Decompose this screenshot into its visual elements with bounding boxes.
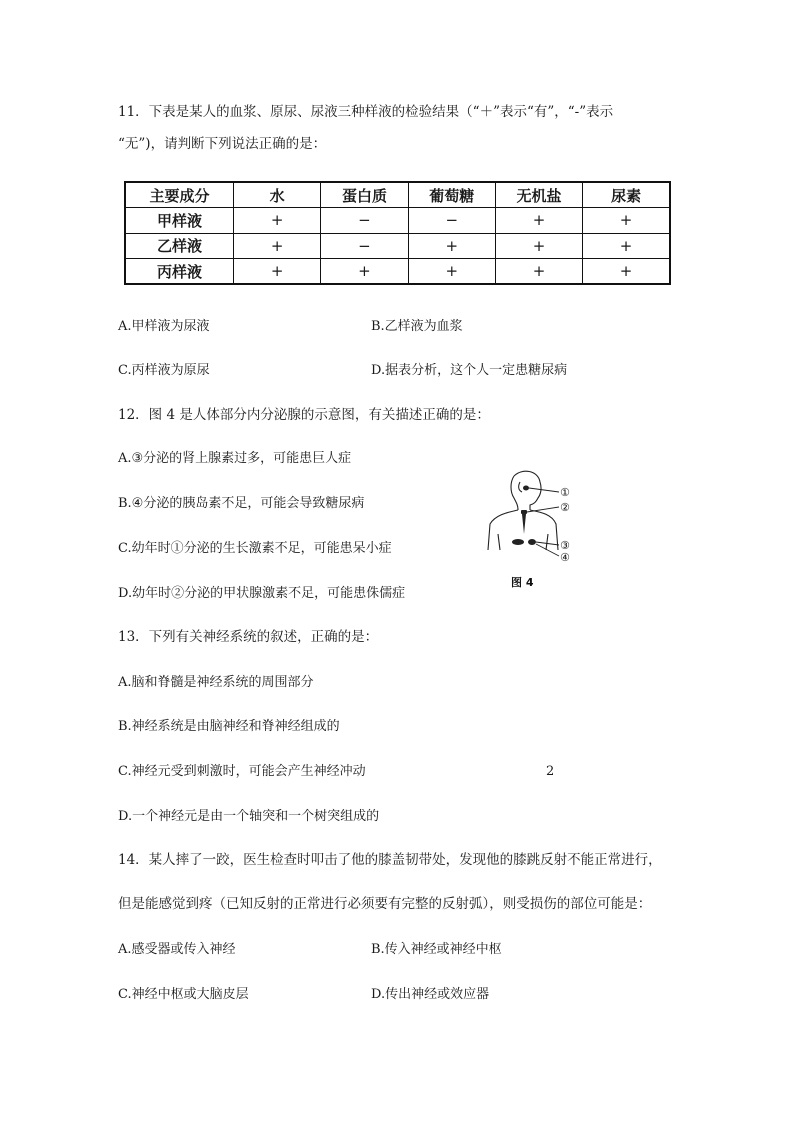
table-cell: + bbox=[234, 259, 321, 285]
table-cell: + bbox=[234, 233, 321, 259]
q12-option-b[interactable]: B.④分泌的胰岛素不足，可能会导致糖尿病 bbox=[118, 496, 365, 511]
q13-option-b[interactable]: B.神经系统是由脑神经和脊神经组成的 bbox=[118, 719, 340, 734]
table-cell: + bbox=[495, 233, 582, 259]
table-header: 尿素 bbox=[583, 182, 670, 208]
page-number: 2 bbox=[546, 764, 555, 779]
table-cell: + bbox=[583, 208, 670, 234]
q11-stem-line2: “无”)，请判断下列说法正确的是： bbox=[118, 136, 327, 152]
q14-stem-line2: 但是能感觉到疼（已知反射的正常进行必须要有完整的反射弧），则受损伤的部位可能是： bbox=[118, 896, 652, 912]
q13-option-d[interactable]: D.一个神经元是由一个轴突和一个树突组成的 bbox=[118, 809, 380, 824]
table-cell: − bbox=[321, 208, 408, 234]
table-header: 水 bbox=[234, 182, 321, 208]
table-cell: + bbox=[408, 233, 495, 259]
q11-stem-line1: 11．下表是某人的血浆、原尿、尿液三种样液的检验结果（“＋”表示“有”，“-”表示 bbox=[118, 104, 614, 120]
table-row bbox=[125, 208, 670, 234]
figure-label-1: ① bbox=[560, 486, 570, 499]
figure-label-3: ③ bbox=[560, 539, 570, 552]
q13-stem: 13．下列有关神经系统的叙述，正确的是： bbox=[118, 629, 379, 645]
table-header: 葡萄糖 bbox=[408, 182, 495, 208]
table-header: 无机盐 bbox=[495, 182, 582, 208]
table-cell: + bbox=[495, 259, 582, 285]
q11-option-b[interactable]: B.乙样液为血浆 bbox=[371, 319, 463, 334]
q12-option-a[interactable]: A.③分泌的肾上腺素过多，可能患巨人症 bbox=[118, 451, 352, 466]
head-outline bbox=[514, 471, 541, 510]
left-shoulder bbox=[488, 510, 518, 550]
q11-option-c[interactable]: C.丙样液为原尿 bbox=[118, 363, 210, 378]
table-cell: + bbox=[234, 208, 321, 234]
table-cell: + bbox=[583, 259, 670, 285]
figure-caption: 图 4 bbox=[511, 576, 534, 589]
q14-option-c[interactable]: C.神经中枢或大脑皮层 bbox=[118, 987, 249, 1002]
q11-option-a[interactable]: A.甲样液为尿液 bbox=[118, 319, 210, 334]
figure-label-4: ④ bbox=[560, 551, 570, 564]
table-cell: + bbox=[583, 233, 670, 259]
q12-stem: 12．图 4 是人体部分内分泌腺的示意图，有关描述正确的是： bbox=[118, 407, 490, 423]
q13-option-a[interactable]: A.脑和脊髓是神经系统的周围部分 bbox=[118, 675, 314, 690]
table-row bbox=[125, 233, 670, 259]
pancreas bbox=[512, 539, 524, 545]
table-header: 主要成分 bbox=[125, 182, 234, 208]
figure-label-2: ② bbox=[560, 501, 570, 514]
q14-option-d[interactable]: D.传出神经或效应器 bbox=[371, 987, 490, 1002]
table-cell: − bbox=[321, 233, 408, 259]
table-cell: + bbox=[321, 259, 408, 285]
table-cell: + bbox=[495, 208, 582, 234]
endocrine-gland-figure bbox=[484, 468, 584, 592]
table-cell: + bbox=[408, 259, 495, 285]
q13-option-c[interactable]: C.神经元受到刺激时，可能会产生神经冲动 bbox=[118, 764, 366, 779]
q14-option-b[interactable]: B.传入神经或神经中枢 bbox=[371, 942, 502, 957]
q14-option-a[interactable]: A.感受器或传入神经 bbox=[118, 942, 236, 957]
table-row-label: 甲样液 bbox=[125, 208, 234, 234]
thyroid-gland bbox=[521, 510, 527, 514]
table-row bbox=[125, 259, 670, 285]
q11-option-d[interactable]: D.据表分析，这个人一定患糖尿病 bbox=[371, 363, 568, 378]
table-header: 蛋白质 bbox=[321, 182, 408, 208]
sample-table bbox=[124, 181, 671, 285]
table-row-label: 乙样液 bbox=[125, 233, 234, 259]
adrenal-gland bbox=[528, 539, 536, 545]
table-header-row bbox=[125, 182, 670, 208]
q12-option-d[interactable]: D.幼年时②分泌的甲状腺激素不足，可能患侏儒症 bbox=[118, 586, 406, 601]
q14-stem-line1: 14．某人摔了一跤，医生检查时叩击了他的膝盖韧带处，发现他的膝跳反射不能正常进行， bbox=[118, 852, 662, 868]
q12-option-c[interactable]: C.幼年时①分泌的生长激素不足，可能患呆小症 bbox=[118, 541, 392, 556]
pituitary-gland bbox=[523, 486, 529, 491]
table-cell: − bbox=[408, 208, 495, 234]
table-row-label: 丙样液 bbox=[125, 259, 234, 285]
